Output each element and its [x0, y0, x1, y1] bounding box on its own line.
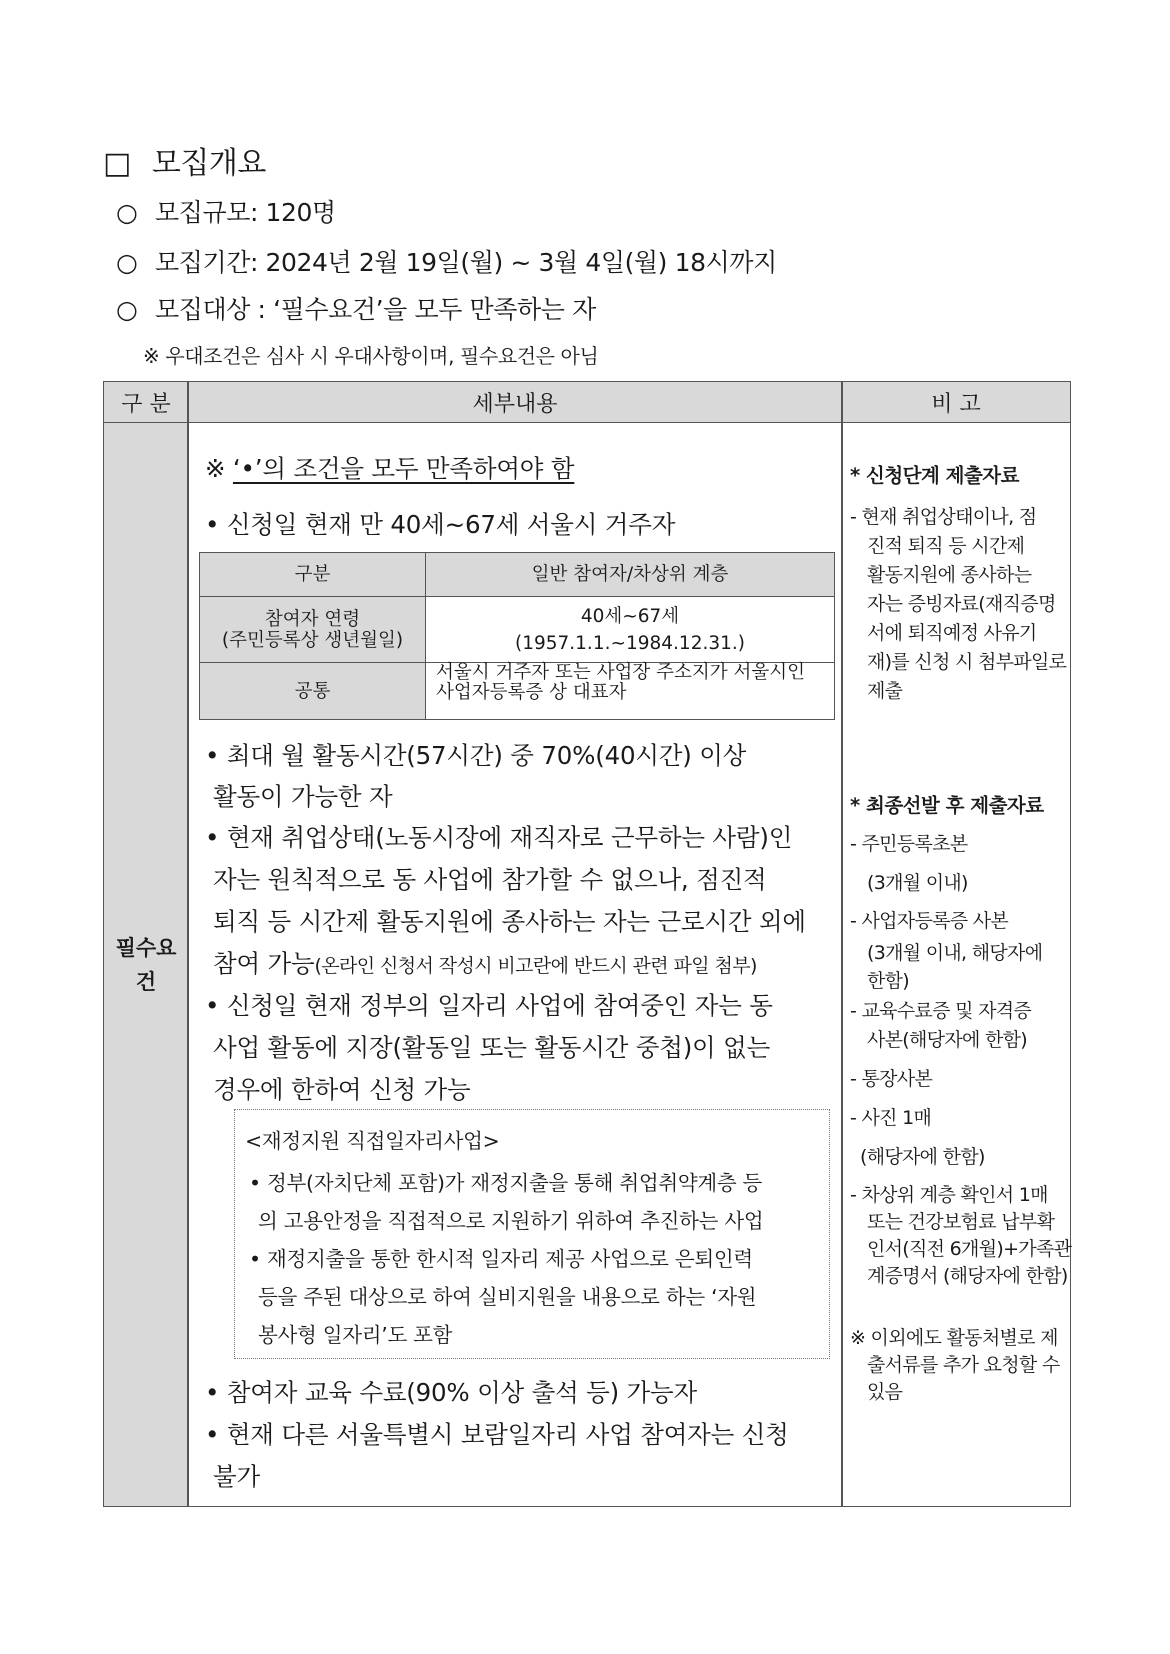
- bullet-other-program-1: • 현재 다른 서울특별시 보람일자리 사업 참여자는 신청: [205, 1420, 789, 1449]
- section-title: [103, 138, 266, 182]
- bullet-activity-hours-2: 활동이 가능한 자: [213, 782, 393, 811]
- header-remarks: 비 고: [931, 392, 981, 417]
- age-criteria-table: [199, 552, 835, 720]
- remarks-line: 인서(직전 6개월)+가족관: [867, 1238, 1072, 1260]
- bullet-age-residence: • 신청일 현재 만 40세~67세 서울시 거주자: [205, 510, 676, 539]
- column-divider: [187, 382, 189, 1506]
- remarks-line: 재)를 신청 시 첨부파일로: [867, 651, 1067, 673]
- common-value-line1: 서울시 거주자 또는 사업장 주소지가 서울시인: [436, 662, 805, 683]
- inner-common-label: 공통: [200, 663, 426, 719]
- remarks-line: 계증명서 (해당자에 한함): [867, 1265, 1068, 1287]
- circle-bullet-icon: ○: [116, 248, 138, 277]
- box-line: 의 고용안정을 직접적으로 지원하기 위하여 추진하는 사업: [258, 1209, 764, 1233]
- column-divider: [841, 382, 843, 1506]
- bullet-gov-job-2: 사업 활동에 지장(활동일 또는 활동시간 중첩)이 없는: [213, 1033, 771, 1062]
- remarks-line: - 교육수료증 및 자격증: [850, 1000, 1032, 1022]
- common-value-line2: 사업자등록증 상 대표자: [436, 682, 627, 703]
- box-line: 등을 주된 대상으로 하여 실비지원을 내용으로 하는 ‘자원: [258, 1285, 757, 1309]
- recruit-size: [116, 193, 336, 229]
- recruit-period: [116, 243, 777, 279]
- bullet-employment-4: [213, 945, 757, 980]
- inner-header-group: 일반 참여자/차상위 계층: [426, 553, 834, 596]
- inner-header-row: [200, 553, 834, 597]
- remarks-line: 제출: [867, 680, 903, 702]
- bullet-activity-hours-1: • 최대 월 활동시간(57시간) 중 70%(40시간) 이상: [205, 741, 747, 770]
- bullet-employment-1: • 현재 취업상태(노동시장에 재직자로 근무하는 사람)인: [205, 823, 793, 852]
- checkbox-square-icon: □: [103, 146, 131, 181]
- remarks-line: 사본(해당자에 한함): [867, 1029, 1027, 1051]
- box-line: • 정부(자치단체 포함)가 재정지출을 통해 취업취약계층 등: [249, 1171, 763, 1195]
- category-cell: [104, 423, 188, 1506]
- remarks-footnote: 출서류를 추가 요청할 수: [867, 1354, 1060, 1376]
- remarks-line: 한함): [867, 970, 910, 992]
- box-line: • 재정지출을 통한 한시적 일자리 제공 사업으로 은퇴인력: [249, 1247, 753, 1271]
- inner-row-common: [200, 663, 834, 719]
- attachment-note: (온라인 신청서 작성시 비고란에 반드시 관련 파일 첨부): [314, 955, 757, 977]
- bullet-employment-3: 퇴직 등 시간제 활동지원에 종사하는 자는 근로시간 외에: [213, 907, 806, 936]
- remarks-line: (3개월 이내): [867, 872, 968, 894]
- remarks-line: - 통장사본: [850, 1068, 933, 1090]
- remarks-line: - 사업자등록증 사본: [850, 910, 1009, 932]
- box-line: 봉사형 일자리’도 포함: [258, 1323, 453, 1347]
- remarks-line: 자는 증빙자료(재직증명: [867, 593, 1056, 615]
- remarks-line: 활동지원에 종사하는: [867, 564, 1032, 586]
- inner-age-value: [426, 597, 834, 662]
- participation-possible: 참여 가능: [213, 949, 315, 978]
- condition-note: [205, 450, 574, 485]
- section-title-text: 모집개요: [151, 146, 266, 181]
- recruit-period-text: 모집기간: 2024년 2월 19일(월) ~ 3월 4일(월) 18시까지: [154, 248, 777, 277]
- remarks-line: 또는 건강보험료 납부확: [867, 1211, 1055, 1233]
- age-label-sub: (주민등록상 생년월일): [221, 629, 404, 651]
- remarks-line: - 차상위 계층 확인서 1매: [850, 1184, 1048, 1206]
- remarks-stage2-title: * 최종선발 후 제출자료: [850, 794, 1044, 817]
- circle-bullet-icon: ○: [116, 198, 138, 227]
- header-details: 세부내용: [472, 392, 558, 417]
- birth-date-range: (1957.1.1.~1984.12.31.): [514, 632, 745, 654]
- remarks-line: 진적 퇴직 등 시간제: [867, 535, 1025, 557]
- inner-row-age: [200, 597, 834, 663]
- bullet-employment-2: 자는 원칙적으로 동 사업에 참가할 수 없으나, 점진적: [213, 865, 767, 894]
- condition-text: ‘•’의 조건을 모두 만족하여야 함: [232, 454, 575, 483]
- remarks-footnote: 있음: [867, 1381, 903, 1403]
- header-category: 구 분: [121, 392, 171, 417]
- bullet-gov-job-1: • 신청일 현재 정부의 일자리 사업에 참여중인 자는 동: [205, 991, 773, 1020]
- bullet-other-program-2: 불가: [213, 1462, 260, 1491]
- recruit-target: [116, 290, 596, 326]
- age-label-line: 참여자 연령: [264, 608, 361, 630]
- bullet-education: • 참여자 교육 수료(90% 이상 출석 등) 가능자: [205, 1378, 697, 1407]
- remarks-line: (3개월 이내, 해당자에: [867, 942, 1043, 964]
- preference-note: ※ 우대조건은 심사 시 우대사항이며, 필수요건은 아님: [143, 344, 599, 368]
- bullet-gov-job-3: 경우에 한하여 신청 가능: [213, 1075, 471, 1104]
- reference-mark-icon: ※: [205, 454, 233, 483]
- age-range: 40세~67세: [580, 605, 680, 627]
- category-label: 필수요건: [115, 935, 177, 994]
- circle-bullet-icon: ○: [116, 295, 138, 324]
- box-title: <재정지원 직접일자리사업>: [245, 1129, 500, 1153]
- inner-header-category: 구분: [200, 553, 426, 596]
- remarks-footnote: ※ 이외에도 활동처별로 제: [850, 1327, 1058, 1349]
- recruit-size-text: 모집규모: 120명: [154, 198, 336, 227]
- remarks-line: - 사진 1매: [850, 1107, 932, 1129]
- remarks-line: - 주민등록초본: [850, 833, 968, 855]
- inner-common-value: [426, 663, 834, 719]
- recruit-target-text: 모집대상 : ‘필수요건’을 모두 만족하는 자: [154, 295, 596, 324]
- remarks-line: - 현재 취업상태이나, 점: [850, 506, 1037, 528]
- remarks-stage1-title: * 신청단계 제출자료: [850, 464, 1019, 487]
- remarks-line: (해당자에 한함): [860, 1146, 985, 1168]
- inner-age-label: [200, 597, 426, 662]
- remarks-line: 서에 퇴직예정 사유기: [867, 622, 1037, 644]
